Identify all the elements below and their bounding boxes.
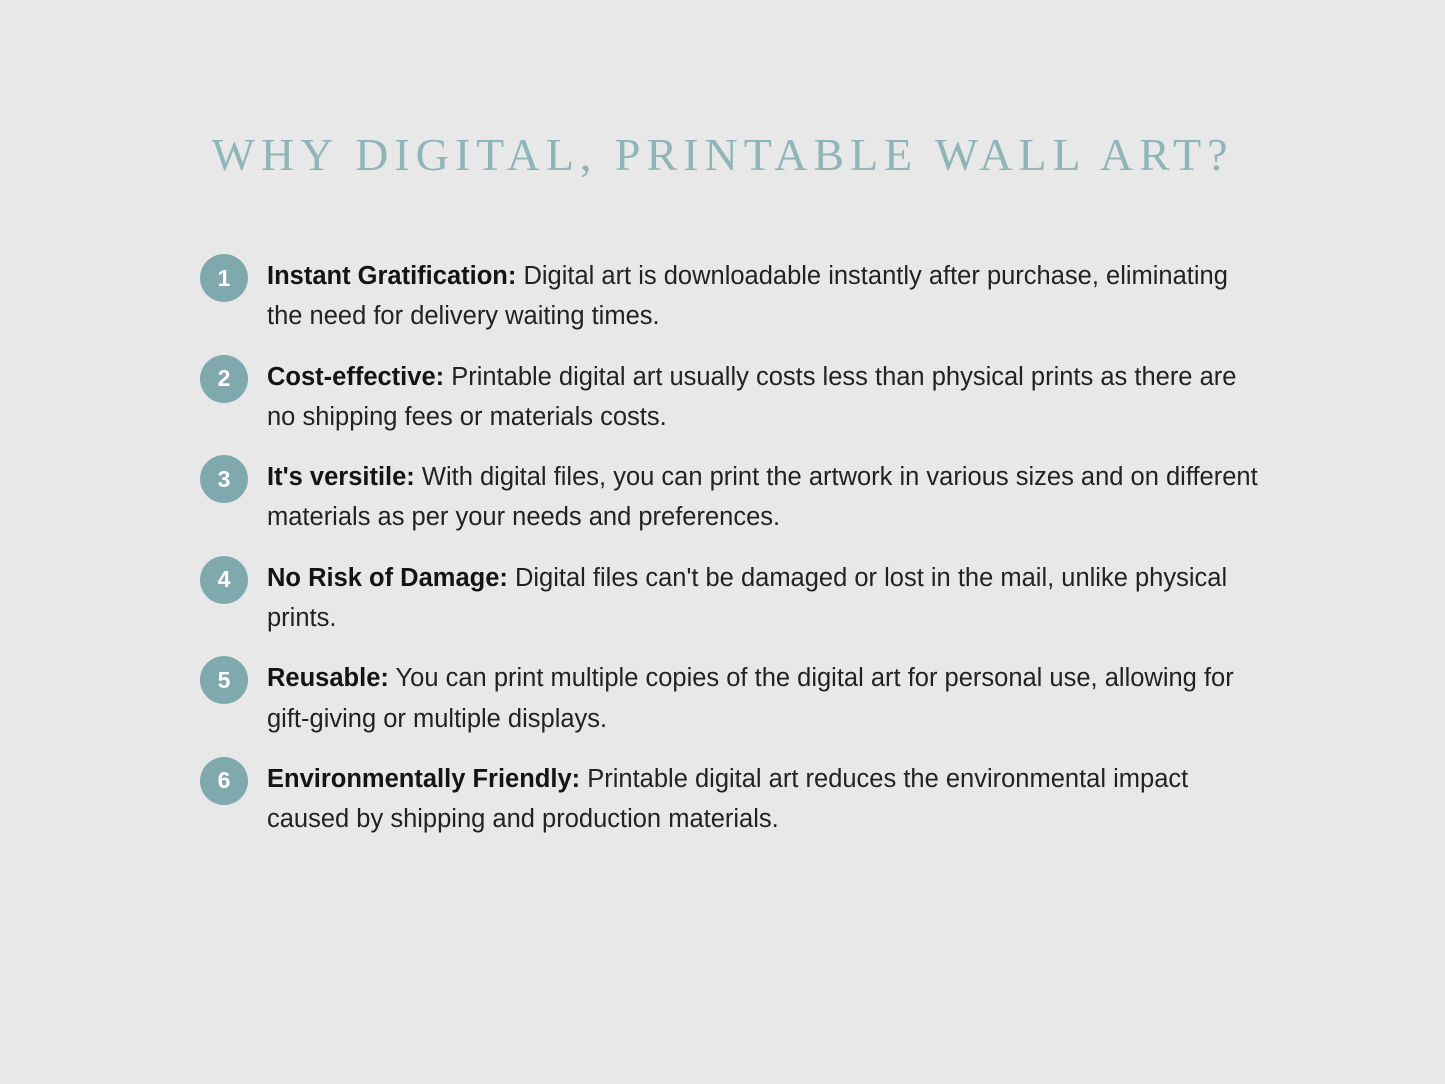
- list-item: [200, 552, 1260, 639]
- item-lead: Cost-effective:: [267, 362, 445, 391]
- item-text: [267, 552, 1260, 639]
- item-body: Printable digital art reduces the environmental impact caused by shipping and production materials.: [267, 764, 1189, 834]
- item-body: With digital files, you can print the artwork in various sizes and on different materials as per your needs and preferences.: [267, 463, 1258, 532]
- item-body: Printable digital art usually costs less than physical prints as there are no shipping fees or materials costs.: [267, 362, 1237, 431]
- list-item: [200, 451, 1260, 538]
- item-text: [267, 250, 1260, 337]
- item-number-badge: 4: [200, 556, 248, 604]
- list-item: [200, 351, 1260, 438]
- item-number-badge: 2: [200, 355, 248, 403]
- list-item: [200, 250, 1260, 337]
- item-lead: No Risk of Damage:: [267, 563, 508, 592]
- item-lead: It's versitile:: [267, 463, 415, 492]
- item-body: Digital art is downloadable instantly after purchase, eliminating the need for delivery waiting times.: [267, 262, 1228, 331]
- item-number-badge: 5: [200, 656, 248, 704]
- item-lead: Instant Gratification:: [267, 262, 517, 290]
- list-item: [200, 753, 1260, 840]
- list-item: [200, 652, 1260, 739]
- item-number-badge: 1: [200, 254, 248, 302]
- item-text: [267, 451, 1260, 538]
- item-text: [267, 351, 1260, 438]
- item-text: [267, 753, 1260, 840]
- item-body: Digital files can't be damaged or lost in the mail, unlike physical prints.: [267, 563, 1228, 632]
- item-lead: Reusable:: [267, 664, 389, 693]
- item-number-badge: 6: [200, 757, 248, 805]
- item-body: You can print multiple copies of the digital art for personal use, allowing for gift-giving or multiple displays.: [267, 664, 1234, 733]
- benefits-list: [200, 250, 1260, 853]
- item-lead: Environmentally Friendly:: [267, 764, 581, 793]
- page-title: WHY DIGITAL, PRINTABLE WALL ART?: [211, 129, 1234, 180]
- item-number-badge: 3: [200, 455, 248, 503]
- item-text: [267, 652, 1260, 739]
